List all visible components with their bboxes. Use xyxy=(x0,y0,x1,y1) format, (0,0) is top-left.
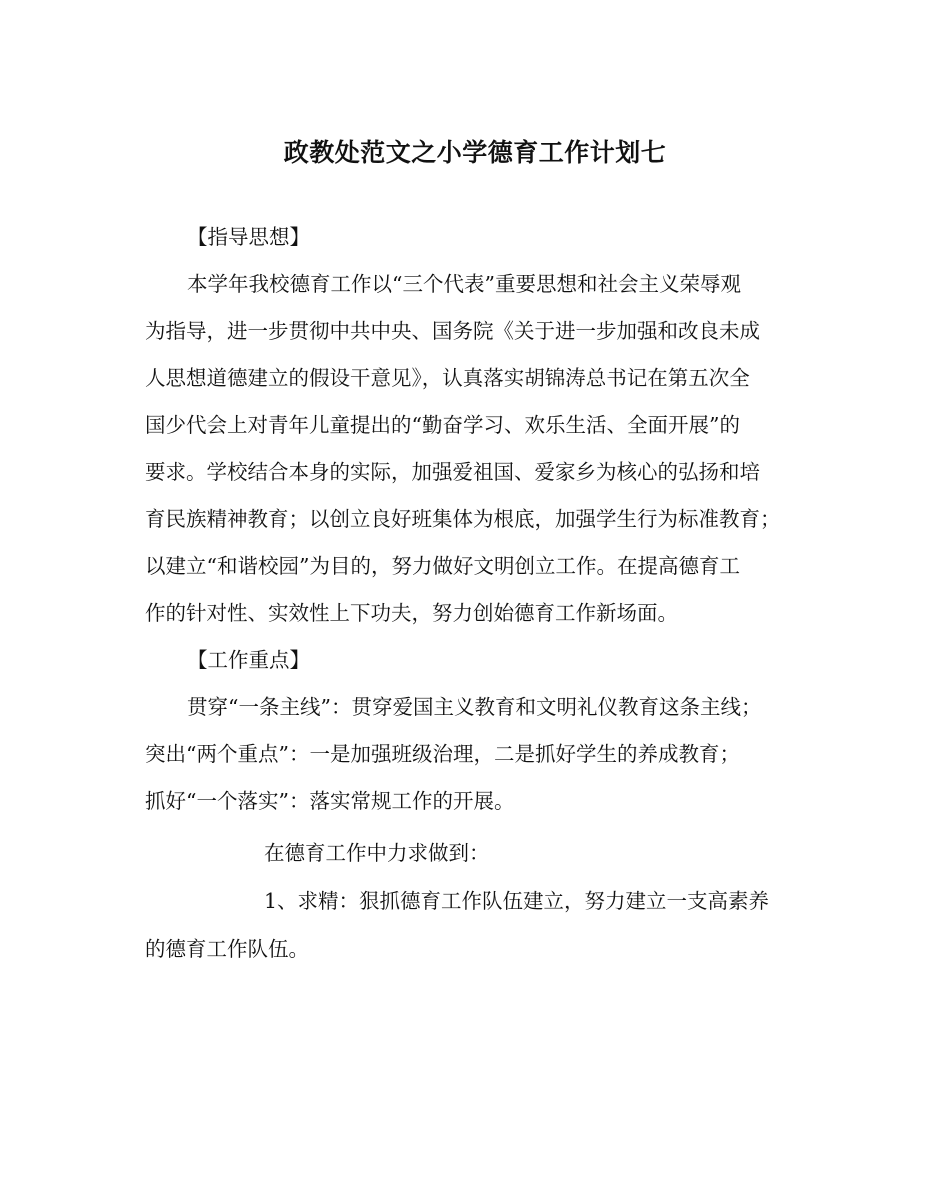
section-heading-guiding-ideology: 【指导思想】 xyxy=(187,225,310,249)
paragraph-line: 突出“两个重点”：一是加强班级治理，二是抓好学生的养成教育； xyxy=(145,742,740,766)
paragraph-line: 本学年我校德育工作以“三个代表”重要思想和社会主义荣辱观 xyxy=(187,272,741,296)
paragraph-line: 的德育工作队伍。 xyxy=(145,937,309,961)
paragraph-line: 育民族精神教育；以创立良好班集体为根底，加强学生行为标准教育； xyxy=(145,507,781,531)
paragraph-line: 国少代会上对青年儿童提出的“勤奋学习、欢乐生活、全面开展”的 xyxy=(145,413,740,437)
paragraph-line: 抓好“一个落实”：落实常规工作的开展。 xyxy=(145,789,515,813)
paragraph-line: 在德育工作中力求做到： xyxy=(264,841,490,865)
paragraph-line: 人思想道德建立的假设干意见》，认真落实胡锦涛总书记在第五次全 xyxy=(145,366,750,390)
list-item: 1、求精：狠抓德育工作队伍建立，努力建立一支高素养 xyxy=(264,889,770,913)
paragraph-line: 作的针对性、实效性上下功夫，努力创始德育工作新场面。 xyxy=(145,601,678,625)
document-title: 政教处范文之小学德育工作计划七 xyxy=(283,138,667,167)
paragraph-line: 要求。学校结合本身的实际，加强爱祖国、爱家乡为核心的弘扬和培 xyxy=(145,460,760,484)
paragraph-line: 以建立“和谐校园”为目的，努力做好文明创立工作。在提高德育工 xyxy=(145,554,740,578)
paragraph-line: 为指导，进一步贯彻中共中央、国务院《关于进一步加强和改良未成 xyxy=(145,319,760,343)
paragraph-line: 贯穿“一条主线”：贯穿爱国主义教育和文明礼仪教育这条主线； xyxy=(187,695,762,719)
section-heading-work-focus: 【工作重点】 xyxy=(187,648,310,672)
